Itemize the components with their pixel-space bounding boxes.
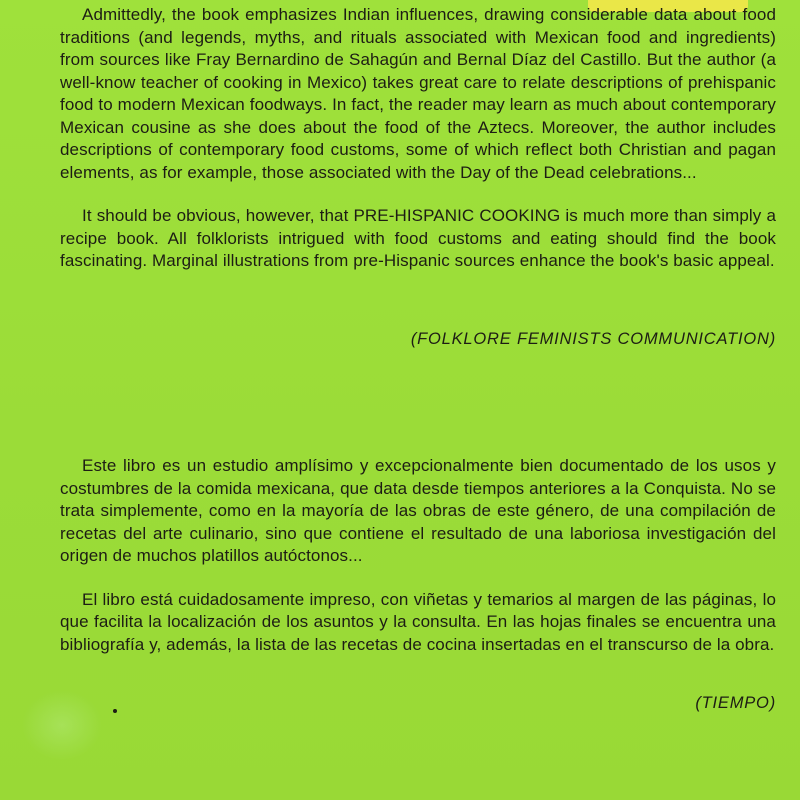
english-review bbox=[60, 4, 776, 273]
ink-speck bbox=[113, 709, 117, 713]
spanish-review-paragraph-2: El libro está cuidadosamente impreso, con viñetas y temarios al margen de las páginas, lo que facilita la localización de los asuntos y la consulta. En las hojas finales se encuentra una bibliografía y, además, la lista de las recetas de cocina insertadas en el transcurso de la obra. bbox=[60, 589, 776, 654]
english-review-source: (FOLKLORE FEMINISTS COMMUNICATION) bbox=[410, 330, 776, 348]
english-review-paragraph-1: Admittedly, the book emphasizes Indian influences, drawing considerable data about food traditions (and legends, myths, and rituals associated with Mexican food and ingredients) from sources like Fray Bernardino de Sahagún and Bernal Díaz del Castillo. But the author (a well-know teacher of cooking in Mexico) takes great care to relate descriptions of prehispanic food to modern Mexican foodways. In fact, the reader may learn as much about contemporary Mexican cousine as she does about the food of the Aztecs. Moreover, the author includes descriptions of contemporary food customs, some of which reflect both Christian and pagan elements, as for example, those associated with the Day of the Dead celebrations... bbox=[60, 5, 776, 182]
spanish-review-source: (TIEMPO) bbox=[695, 694, 776, 712]
spanish-review-paragraph-1: Este libro es un estudio amplísimo y excepcionalmente bien documentado de los usos y costumbres de la comida mexicana, que data desde tiempos anteriores a la Conquista. No se trata simplemente, como en la mayoría de las obras de este género, de una compilación de recetas del arte culinario, sino que contiene el resultado de una laboriosa investigación del origen de muchos platillos autóctonos... bbox=[60, 456, 776, 565]
english-review-paragraph-2: It should be obvious, however, that PRE-HISPANIC COOKING is much more than simply a recipe book. All folklorists intrigued with food customs and eating should find the book fascinating. Marginal illustrations from pre-Hispanic sources enhance the book's basic appeal. bbox=[60, 206, 776, 270]
print-smudge bbox=[22, 690, 102, 760]
spanish-review bbox=[60, 455, 776, 656]
